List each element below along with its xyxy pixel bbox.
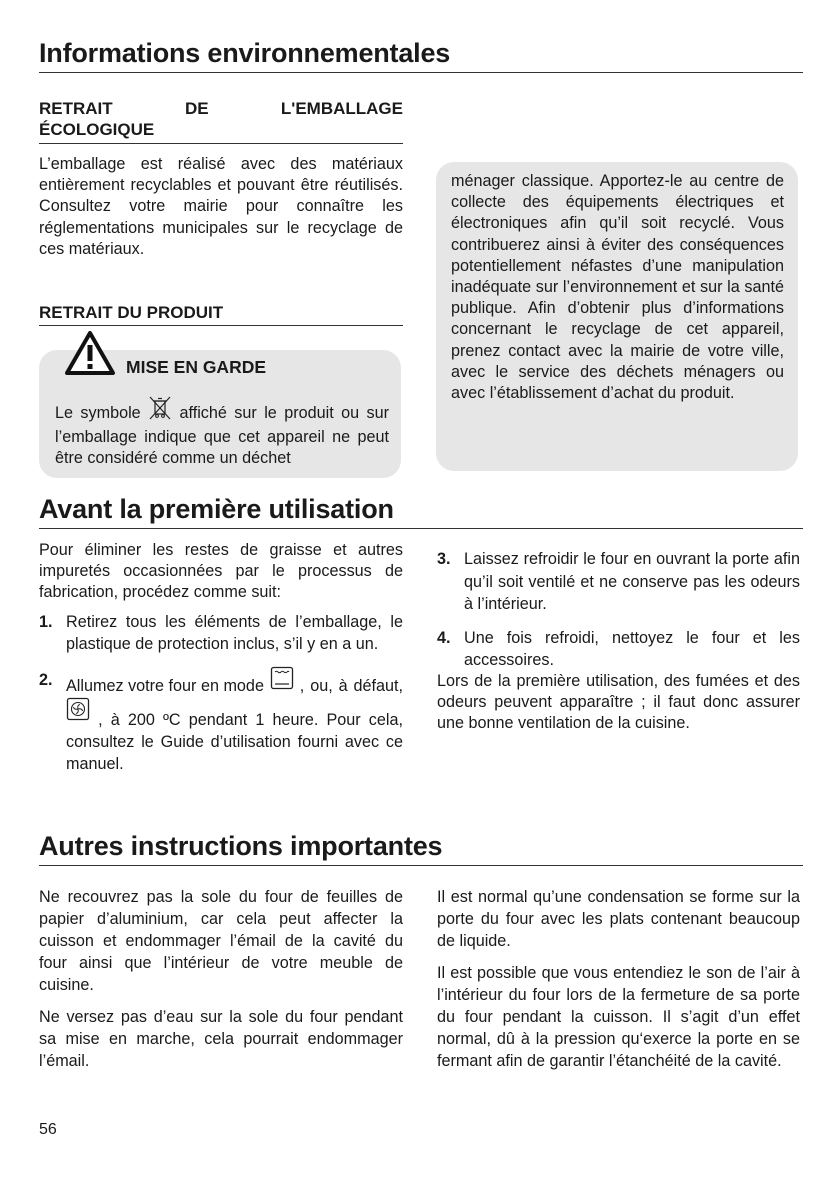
list-item	[437, 548, 800, 616]
disposal-info-text: ménager classique. Apportez-le au centre de collecte des équipements électriques et électroniques afin qu’il soit recyclé. Vous contribuerez ainsi à éviter des conséquences potentiellement néfastes d’une manipulation inadéquate sur l’environnement et sur la santé publique. Afin d’obtenir plus d’informations concernant le recyclage de cet appareil, prenez contact avec la mairie de votre ville, avec le service des déchets ménagers ou avec l’établissement d’achat du produit.	[451, 172, 784, 403]
warning-title: MISE EN GARDE	[126, 357, 267, 377]
step-text: Retirez tous les éléments de l’emballage, le plastique de protection inclus, s’il y en a un.	[66, 613, 403, 653]
oven-fan-icon	[66, 697, 90, 727]
other-left-column	[39, 886, 403, 1072]
other-left-p2: Ne versez pas d’eau sur la sole du four pendant sa mise en marche, cela pourrait endommager l’émail.	[39, 1008, 403, 1070]
step-number: 4.	[437, 628, 451, 647]
other-right-column	[437, 886, 800, 1072]
step-number: 2.	[39, 671, 53, 689]
subheading-divider	[39, 325, 403, 326]
first-use-steps-left	[39, 612, 403, 775]
section-title-first-use: Avant la première utilisation	[39, 494, 394, 524]
packaging-heading-word: DE	[184, 99, 209, 118]
page-number: 56	[39, 1121, 57, 1138]
step-text: Une fois refroidi, nettoyez le four et les accessoires.	[464, 628, 800, 669]
packaging-heading-word: L'EMBALLAGE	[280, 99, 403, 118]
step-text-b: , ou, à défaut,	[299, 677, 404, 695]
step-text-c: , à 200 ºC pendant 1 heure. Pour cela, consultez le Guide d’utilisation fourni avec ce manuel.	[66, 711, 403, 773]
product-heading: RETRAIT DU PRODUIT	[39, 303, 224, 322]
step-number: 1.	[39, 613, 53, 631]
list-item	[437, 627, 800, 672]
first-use-steps-right	[437, 548, 800, 672]
warning-text	[55, 395, 389, 470]
section-title-environment: Informations environnementales	[39, 38, 451, 68]
section-divider	[39, 528, 803, 529]
step-text-a: Allumez votre four en mode	[66, 677, 264, 695]
first-use-outro: Lors de la première utilisation, des fumées et des odeurs peuvent apparaître ; il faut donc assurer une bonne ventilation de la cuisine.	[437, 672, 800, 733]
packaging-heading-line1	[39, 98, 403, 119]
section-divider	[39, 72, 803, 73]
step-text: Laissez refroidir le four en ouvrant la porte afin qu’il soit ventilé et ne conserve pas les odeurs à l’intérieur.	[464, 550, 800, 613]
warning-triangle-icon	[64, 330, 116, 376]
warning-text-before: Le symbole	[55, 404, 141, 422]
oven-top-bottom-heat-icon	[270, 666, 294, 696]
subheading-divider	[39, 143, 403, 144]
list-item	[39, 612, 403, 655]
section-title-other-instructions: Autres instructions importantes	[39, 831, 443, 861]
packaging-heading	[39, 98, 403, 140]
warning-text-after: affiché sur le produit ou sur l’emballage indique que cet appareil ne peut être considéré comme un déchet	[55, 404, 389, 468]
packaging-text: L’emballage est réalisé avec des matériaux entièrement recyclables et pouvant être réutilisés. Consultez votre mairie pour connaître les réglementations municipales sur le recyclage de ces matériaux.	[39, 155, 403, 258]
crossed-bin-icon	[148, 395, 172, 427]
section-divider	[39, 865, 803, 866]
list-item	[39, 666, 403, 775]
other-left-p1: Ne recouvrez pas la sole du four de feuilles de papier d’aluminium, car cela peut affecter la cuisson et endommager l’émail de la cavité du four ainsi que l’intérieur de votre meuble de cuisine.	[39, 888, 403, 994]
other-right-p2: Il est possible que vous entendiez le son de l’air à l’intérieur du four lors de la fermeture de sa porte du four pendant la cuisson. Il s’agit d’un effet normal, dû à la pression qu‘exerce la porte en se fermant afin de garantir l’étanchéité de la cavité.	[437, 964, 800, 1070]
first-use-intro: Pour éliminer les restes de graisse et autres impuretés occasionnées par le processus de fabrication, procédez comme suit:	[39, 541, 403, 602]
packaging-heading-word: RETRAIT	[39, 99, 113, 118]
packaging-heading-line2: ÉCOLOGIQUE	[39, 120, 155, 139]
other-right-p1: Il est normal qu’une condensation se forme sur la porte du four avec les plats contenant beaucoup de liquide.	[437, 888, 800, 950]
step-number: 3.	[437, 550, 451, 568]
